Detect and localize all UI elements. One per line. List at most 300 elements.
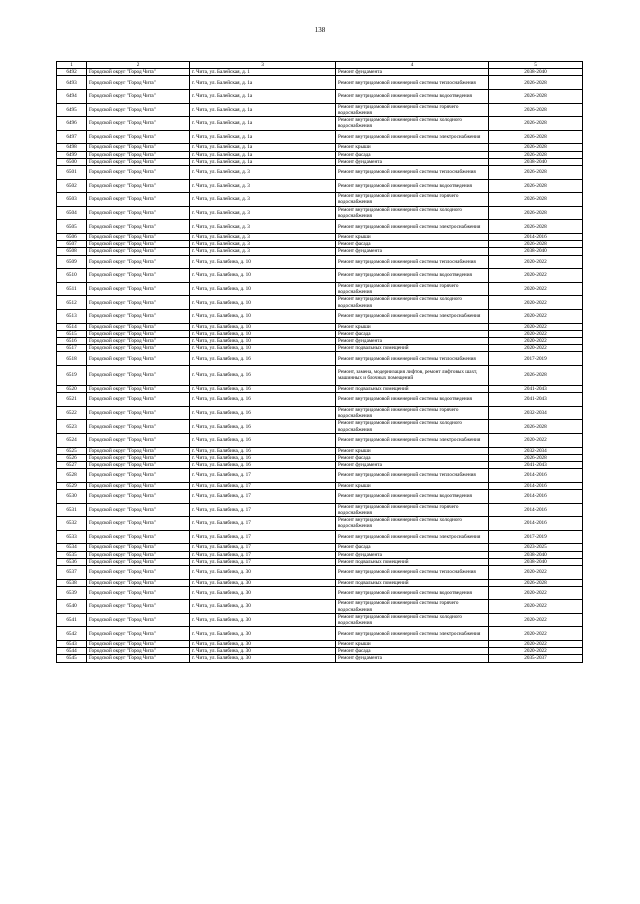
table-row <box>57 323 583 330</box>
row-number-cell: 6495 <box>57 103 87 117</box>
work-type-cell: Ремонт внутридомовой инженерной системы теплоснабжения <box>336 255 489 269</box>
address-cell: г. Чита, ул. Балейская, д. 3 <box>190 220 336 234</box>
address-cell: г. Чита, ул. Балейская, д. 3 <box>190 241 336 248</box>
work-type-cell: Ремонт фасада <box>336 454 489 461</box>
address-cell: г. Чита, ул. Балейская, д. 1а <box>190 130 336 144</box>
row-number-cell: 6497 <box>57 130 87 144</box>
municipality-cell: Городской округ "Город Чита" <box>87 482 190 489</box>
address-cell: г. Чита, ул. Балябина, д. 30 <box>190 613 336 627</box>
municipality-cell: Городской округ "Город Чита" <box>87 309 190 323</box>
table-row <box>57 330 583 337</box>
municipality-cell: Городской округ "Город Чита" <box>87 69 190 76</box>
work-type-cell: Ремонт внутридомовой инженерной системы теплоснабжения <box>336 352 489 366</box>
repair-period-cell: 2020-2022 <box>489 309 583 323</box>
address-cell: г. Чита, ул. Балябина, д. 17 <box>190 551 336 558</box>
work-type-cell: Ремонт внутридомовой инженерной системы горячего водоснабжения <box>336 600 489 614</box>
municipality-cell: Городской округ "Город Чита" <box>87 600 190 614</box>
repair-period-cell: 2020-2022 <box>489 627 583 641</box>
work-type-cell: Ремонт крыши <box>336 447 489 454</box>
row-number-cell: 6517 <box>57 345 87 352</box>
repair-period-cell: 2026-2028 <box>489 365 583 385</box>
municipality-cell: Городской округ "Город Чита" <box>87 454 190 461</box>
municipality-cell: Городской округ "Город Чита" <box>87 269 190 283</box>
column-header: 3 <box>190 62 336 69</box>
row-number-cell: 6514 <box>57 323 87 330</box>
row-number-cell: 6516 <box>57 337 87 344</box>
work-type-cell: Ремонт внутридомовой инженерной системы электроснабжения <box>336 309 489 323</box>
work-type-cell: Ремонт фундамента <box>336 69 489 76</box>
work-type-cell: Ремонт фасада <box>336 648 489 655</box>
municipality-cell: Городской округ "Город Чита" <box>87 613 190 627</box>
municipality-cell: Городской округ "Город Чита" <box>87 655 190 662</box>
work-type-cell: Ремонт внутридомовой инженерной системы водоотведения <box>336 179 489 193</box>
repair-period-cell: 2020-2022 <box>489 565 583 579</box>
table-row <box>57 406 583 420</box>
municipality-cell: Городской округ "Город Чита" <box>87 461 190 468</box>
table-row <box>57 337 583 344</box>
repair-period-cell: 2026-2028 <box>489 220 583 234</box>
address-cell: г. Чита, ул. Балейская, д. 3 <box>190 193 336 207</box>
work-type-cell: Ремонт крыши <box>336 233 489 240</box>
address-cell: г. Чита, ул. Балейская, д. 1а <box>190 117 336 131</box>
repair-period-cell: 2026-2028 <box>489 76 583 90</box>
repair-period-cell: 2038-2040 <box>489 69 583 76</box>
table-row <box>57 558 583 565</box>
row-number-cell: 6508 <box>57 248 87 255</box>
repair-period-cell: 2020-2022 <box>489 282 583 296</box>
municipality-cell: Городской округ "Город Чита" <box>87 544 190 551</box>
row-number-cell: 6502 <box>57 179 87 193</box>
table-row <box>57 489 583 503</box>
work-type-cell: Ремонт внутридомовой инженерной системы электроснабжения <box>336 433 489 447</box>
address-cell: г. Чита, ул. Балябина, д. 17 <box>190 558 336 565</box>
repair-period-cell: 2014-2016 <box>489 517 583 531</box>
table-row <box>57 627 583 641</box>
municipality-cell: Городской округ "Город Чита" <box>87 565 190 579</box>
repair-period-cell: 2026-2028 <box>489 151 583 158</box>
repair-period-cell: 2020-2022 <box>489 337 583 344</box>
municipality-cell: Городской округ "Город Чита" <box>87 352 190 366</box>
row-number-cell: 6532 <box>57 517 87 531</box>
address-cell: г. Чита, ул. Балябина, д. 16 <box>190 447 336 454</box>
table-row <box>57 158 583 165</box>
municipality-cell: Городской округ "Город Чита" <box>87 420 190 434</box>
table-row <box>57 233 583 240</box>
municipality-cell: Городской округ "Город Чита" <box>87 641 190 648</box>
work-type-cell: Ремонт внутридомовой инженерной системы водоотведения <box>336 586 489 600</box>
work-type-cell: Ремонт внутридомовой инженерной системы холодного водоснабжения <box>336 117 489 131</box>
work-type-cell: Ремонт внутридомовой инженерной системы горячего водоснабжения <box>336 503 489 517</box>
municipality-cell: Городской округ "Город Чита" <box>87 579 190 586</box>
municipality-cell: Городской округ "Город Чита" <box>87 648 190 655</box>
repair-period-cell: 2026-2028 <box>489 103 583 117</box>
municipality-cell: Городской округ "Город Чита" <box>87 90 190 104</box>
repair-period-cell: 2026-2028 <box>489 420 583 434</box>
municipality-cell: Городской округ "Город Чита" <box>87 130 190 144</box>
table-row <box>57 433 583 447</box>
municipality-cell: Городской округ "Город Чита" <box>87 551 190 558</box>
column-header: 2 <box>87 62 190 69</box>
table-row <box>57 103 583 117</box>
address-cell: г. Чита, ул. Балябина, д. 30 <box>190 641 336 648</box>
address-cell: г. Чита, ул. Балейская, д. 1а <box>190 90 336 104</box>
repair-period-cell: 2041-2043 <box>489 393 583 407</box>
table-row <box>57 393 583 407</box>
address-cell: г. Чита, ул. Балейская, д. 3 <box>190 165 336 179</box>
municipality-cell: Городской округ "Город Чита" <box>87 447 190 454</box>
row-number-cell: 6504 <box>57 206 87 220</box>
table-row <box>57 130 583 144</box>
repair-period-cell: 2020-2022 <box>489 269 583 283</box>
work-type-cell: Ремонт фасада <box>336 330 489 337</box>
municipality-cell: Городской округ "Город Чита" <box>87 144 190 151</box>
table-row <box>57 76 583 90</box>
repair-period-cell: 2032-2034 <box>489 447 583 454</box>
repair-period-cell: 2041-2043 <box>489 385 583 392</box>
municipality-cell: Городской округ "Город Чита" <box>87 489 190 503</box>
repair-period-cell: 2020-2022 <box>489 345 583 352</box>
row-number-cell: 6494 <box>57 90 87 104</box>
address-cell: г. Чита, ул. Балейская, д. 3 <box>190 206 336 220</box>
work-type-cell: Ремонт внутридомовой инженерной системы водоотведения <box>336 489 489 503</box>
repair-period-cell: 2038-2040 <box>489 551 583 558</box>
address-cell: г. Чита, ул. Балябина, д. 10 <box>190 330 336 337</box>
municipality-cell: Городской округ "Город Чита" <box>87 117 190 131</box>
address-cell: г. Чита, ул. Балябина, д. 17 <box>190 482 336 489</box>
municipality-cell: Городской округ "Город Чита" <box>87 627 190 641</box>
address-cell: г. Чита, ул. Балябина, д. 17 <box>190 489 336 503</box>
municipality-cell: Городской округ "Город Чита" <box>87 330 190 337</box>
municipality-cell: Городской округ "Город Чита" <box>87 233 190 240</box>
table-row <box>57 482 583 489</box>
municipality-cell: Городской округ "Город Чита" <box>87 433 190 447</box>
work-type-cell: Ремонт фасада <box>336 544 489 551</box>
repair-period-cell: 2020-2022 <box>489 323 583 330</box>
table-row <box>57 365 583 385</box>
municipality-cell: Городской округ "Город Чита" <box>87 393 190 407</box>
row-number-cell: 6521 <box>57 393 87 407</box>
repair-period-cell: 2020-2022 <box>489 255 583 269</box>
work-type-cell: Ремонт фундамента <box>336 551 489 558</box>
row-number-cell: 6506 <box>57 233 87 240</box>
table-row <box>57 90 583 104</box>
row-number-cell: 6537 <box>57 565 87 579</box>
work-type-cell: Ремонт фундамента <box>336 655 489 662</box>
address-cell: г. Чита, ул. Балябина, д. 17 <box>190 469 336 483</box>
table-row <box>57 248 583 255</box>
table-row <box>57 613 583 627</box>
table-row <box>57 117 583 131</box>
row-number-cell: 6499 <box>57 151 87 158</box>
row-number-cell: 6531 <box>57 503 87 517</box>
table-row <box>57 69 583 76</box>
work-type-cell: Ремонт внутридомовой инженерной системы теплоснабжения <box>336 469 489 483</box>
row-number-cell: 6527 <box>57 461 87 468</box>
row-number-cell: 6518 <box>57 352 87 366</box>
address-cell: г. Чита, ул. Балейская, д. 3 <box>190 233 336 240</box>
row-number-cell: 6540 <box>57 600 87 614</box>
row-number-cell: 6507 <box>57 241 87 248</box>
work-type-cell: Ремонт внутридомовой инженерной системы теплоснабжения <box>336 76 489 90</box>
address-cell: г. Чита, ул. Балябина, д. 10 <box>190 323 336 330</box>
work-type-cell: Ремонт крыши <box>336 323 489 330</box>
work-type-cell: Ремонт фасада <box>336 151 489 158</box>
municipality-cell: Городской округ "Город Чита" <box>87 282 190 296</box>
row-number-cell: 6512 <box>57 296 87 310</box>
address-cell: г. Чита, ул. Балябина, д. 10 <box>190 269 336 283</box>
column-header: 1 <box>57 62 87 69</box>
repair-period-cell: 2026-2028 <box>489 130 583 144</box>
repair-period-cell: 2038-2040 <box>489 158 583 165</box>
address-cell: г. Чита, ул. Балябина, д. 30 <box>190 648 336 655</box>
row-number-cell: 6511 <box>57 282 87 296</box>
row-number-cell: 6513 <box>57 309 87 323</box>
table-row <box>57 600 583 614</box>
table-row <box>57 282 583 296</box>
address-cell: г. Чита, ул. Балейская, д. 1а <box>190 158 336 165</box>
municipality-cell: Городской округ "Город Чита" <box>87 206 190 220</box>
table-row <box>57 165 583 179</box>
work-type-cell: Ремонт крыши <box>336 482 489 489</box>
work-type-cell: Ремонт внутридомовой инженерной системы холодного водоснабжения <box>336 517 489 531</box>
address-cell: г. Чита, ул. Балябина, д. 16 <box>190 406 336 420</box>
municipality-cell: Городской округ "Город Чита" <box>87 158 190 165</box>
work-type-cell: Ремонт подвальных помещений <box>336 345 489 352</box>
repair-period-cell: 2026-2028 <box>489 241 583 248</box>
address-cell: г. Чита, ул. Балябина, д. 17 <box>190 503 336 517</box>
address-cell: г. Чита, ул. Балябина, д. 10 <box>190 337 336 344</box>
row-number-cell: 6498 <box>57 144 87 151</box>
municipality-cell: Городской округ "Город Чита" <box>87 365 190 385</box>
work-type-cell: Ремонт фундамента <box>336 337 489 344</box>
repair-period-cell: 2026-2028 <box>489 454 583 461</box>
repair-period-cell: 2017-2019 <box>489 352 583 366</box>
capital-repair-table <box>56 61 583 663</box>
address-cell: г. Чита, ул. Балейская, д. 1а <box>190 103 336 117</box>
address-cell: г. Чита, ул. Балейская, д. 1 <box>190 69 336 76</box>
column-header: 4 <box>336 62 489 69</box>
row-number-cell: 6519 <box>57 365 87 385</box>
repair-period-cell: 2020-2022 <box>489 613 583 627</box>
table-row <box>57 151 583 158</box>
work-type-cell: Ремонт подвальных помещений <box>336 579 489 586</box>
repair-period-cell: 2014-2016 <box>489 233 583 240</box>
municipality-cell: Городской округ "Город Чита" <box>87 337 190 344</box>
municipality-cell: Городской округ "Город Чита" <box>87 103 190 117</box>
repair-period-cell: 2032-2034 <box>489 406 583 420</box>
repair-period-cell: 2026-2028 <box>489 193 583 207</box>
row-number-cell: 6545 <box>57 655 87 662</box>
row-number-cell: 6493 <box>57 76 87 90</box>
municipality-cell: Городской округ "Город Чита" <box>87 296 190 310</box>
table-row <box>57 296 583 310</box>
work-type-cell: Ремонт крыши <box>336 641 489 648</box>
row-number-cell: 6523 <box>57 420 87 434</box>
address-cell: г. Чита, ул. Балябина, д. 16 <box>190 385 336 392</box>
row-number-cell: 6496 <box>57 117 87 131</box>
row-number-cell: 6541 <box>57 613 87 627</box>
work-type-cell: Ремонт внутридомовой инженерной системы горячего водоснабжения <box>336 282 489 296</box>
row-number-cell: 6509 <box>57 255 87 269</box>
address-cell: г. Чита, ул. Балябина, д. 16 <box>190 393 336 407</box>
table-row <box>57 461 583 468</box>
row-number-cell: 6510 <box>57 269 87 283</box>
municipality-cell: Городской округ "Город Чита" <box>87 323 190 330</box>
table-row <box>57 385 583 392</box>
repair-period-cell: 2026-2028 <box>489 179 583 193</box>
work-type-cell: Ремонт внутридомовой инженерной системы холодного водоснабжения <box>336 420 489 434</box>
municipality-cell: Городской округ "Город Чита" <box>87 151 190 158</box>
address-cell: г. Чита, ул. Балябина, д. 10 <box>190 255 336 269</box>
municipality-cell: Городской округ "Город Чита" <box>87 248 190 255</box>
repair-period-cell: 2014-2016 <box>489 489 583 503</box>
repair-period-cell: 2026-2028 <box>489 90 583 104</box>
address-cell: г. Чита, ул. Балябина, д. 30 <box>190 565 336 579</box>
municipality-cell: Городской округ "Город Чита" <box>87 558 190 565</box>
repair-period-cell: 2020-2022 <box>489 433 583 447</box>
table-row <box>57 352 583 366</box>
row-number-cell: 6533 <box>57 530 87 544</box>
municipality-cell: Городской округ "Город Чита" <box>87 406 190 420</box>
repair-period-cell: 2035-2037 <box>489 655 583 662</box>
row-number-cell: 6544 <box>57 648 87 655</box>
repair-period-cell: 2038-2040 <box>489 558 583 565</box>
municipality-cell: Городской округ "Город Чита" <box>87 255 190 269</box>
table-row <box>57 220 583 234</box>
repair-period-cell: 2014-2016 <box>489 503 583 517</box>
municipality-cell: Городской округ "Город Чита" <box>87 76 190 90</box>
table-row <box>57 530 583 544</box>
table-row <box>57 469 583 483</box>
address-cell: г. Чита, ул. Балейская, д. 3 <box>190 179 336 193</box>
table-row <box>57 447 583 454</box>
work-type-cell: Ремонт внутридомовой инженерной системы теплоснабжения <box>336 565 489 579</box>
row-number-cell: 6536 <box>57 558 87 565</box>
repair-period-cell: 2020-2022 <box>489 330 583 337</box>
row-number-cell: 6529 <box>57 482 87 489</box>
table-header-row <box>57 62 583 69</box>
work-type-cell: Ремонт внутридомовой инженерной системы электроснабжения <box>336 220 489 234</box>
row-number-cell: 6522 <box>57 406 87 420</box>
repair-period-cell: 2023-2025 <box>489 544 583 551</box>
address-cell: г. Чита, ул. Балейская, д. 1а <box>190 144 336 151</box>
table-row <box>57 579 583 586</box>
repair-period-cell: 2026-2028 <box>489 117 583 131</box>
work-type-cell: Ремонт внутридомовой инженерной системы водоотведения <box>336 269 489 283</box>
repair-period-cell: 2041-2043 <box>489 461 583 468</box>
repair-period-cell: 2014-2016 <box>489 469 583 483</box>
row-number-cell: 6505 <box>57 220 87 234</box>
row-number-cell: 6543 <box>57 641 87 648</box>
work-type-cell: Ремонт подвальных помещений <box>336 385 489 392</box>
repair-period-cell: 2020-2022 <box>489 296 583 310</box>
municipality-cell: Городской округ "Город Чита" <box>87 530 190 544</box>
address-cell: г. Чита, ул. Балябина, д. 10 <box>190 309 336 323</box>
repair-period-cell: 2020-2022 <box>489 586 583 600</box>
address-cell: г. Чита, ул. Балябина, д. 30 <box>190 579 336 586</box>
municipality-cell: Городской округ "Город Чита" <box>87 503 190 517</box>
table-body <box>57 62 583 663</box>
table-row <box>57 551 583 558</box>
address-cell: г. Чита, ул. Балябина, д. 10 <box>190 296 336 310</box>
repair-period-cell: 2026-2028 <box>489 579 583 586</box>
table-row <box>57 641 583 648</box>
table-row <box>57 193 583 207</box>
work-type-cell: Ремонт внутридомовой инженерной системы горячего водоснабжения <box>336 103 489 117</box>
address-cell: г. Чита, ул. Балябина, д. 16 <box>190 454 336 461</box>
table-row <box>57 544 583 551</box>
address-cell: г. Чита, ул. Балябина, д. 30 <box>190 600 336 614</box>
address-cell: г. Чита, ул. Балейская, д. 1а <box>190 76 336 90</box>
row-number-cell: 6538 <box>57 579 87 586</box>
address-cell: г. Чита, ул. Балябина, д. 16 <box>190 461 336 468</box>
work-type-cell: Ремонт внутридомовой инженерной системы холодного водоснабжения <box>336 613 489 627</box>
row-number-cell: 6539 <box>57 586 87 600</box>
municipality-cell: Городской округ "Город Чита" <box>87 220 190 234</box>
row-number-cell: 6524 <box>57 433 87 447</box>
row-number-cell: 6542 <box>57 627 87 641</box>
repair-period-cell: 2038-2040 <box>489 248 583 255</box>
address-cell: г. Чита, ул. Балябина, д. 10 <box>190 345 336 352</box>
work-type-cell: Ремонт внутридомовой инженерной системы электроснабжения <box>336 530 489 544</box>
table-row <box>57 345 583 352</box>
municipality-cell: Городской округ "Город Чита" <box>87 345 190 352</box>
repair-period-cell: 2017-2019 <box>489 530 583 544</box>
row-number-cell: 6500 <box>57 158 87 165</box>
municipality-cell: Городской округ "Город Чита" <box>87 193 190 207</box>
work-type-cell: Ремонт внутридомовой инженерной системы горячего водоснабжения <box>336 406 489 420</box>
work-type-cell: Ремонт фундамента <box>336 461 489 468</box>
address-cell: г. Чита, ул. Балейская, д. 3 <box>190 248 336 255</box>
address-cell: г. Чита, ул. Балябина, д. 30 <box>190 586 336 600</box>
work-type-cell: Ремонт внутридомовой инженерной системы холодного водоснабжения <box>336 296 489 310</box>
row-number-cell: 6520 <box>57 385 87 392</box>
address-cell: г. Чита, ул. Балябина, д. 30 <box>190 655 336 662</box>
row-number-cell: 6503 <box>57 193 87 207</box>
row-number-cell: 6492 <box>57 69 87 76</box>
table-row <box>57 179 583 193</box>
municipality-cell: Городской округ "Город Чита" <box>87 165 190 179</box>
table-row <box>57 565 583 579</box>
municipality-cell: Городской округ "Город Чита" <box>87 179 190 193</box>
work-type-cell: Ремонт фундамента <box>336 158 489 165</box>
repair-period-cell: 2014-2016 <box>489 482 583 489</box>
address-cell: г. Чита, ул. Балябина, д. 17 <box>190 517 336 531</box>
address-cell: г. Чита, ул. Балябина, д. 16 <box>190 433 336 447</box>
row-number-cell: 6535 <box>57 551 87 558</box>
address-cell: г. Чита, ул. Балябина, д. 30 <box>190 627 336 641</box>
table-row <box>57 255 583 269</box>
address-cell: г. Чита, ул. Балябина, д. 10 <box>190 282 336 296</box>
table-row <box>57 454 583 461</box>
municipality-cell: Городской округ "Город Чита" <box>87 517 190 531</box>
address-cell: г. Чита, ул. Балябина, д. 16 <box>190 420 336 434</box>
table-row <box>57 517 583 531</box>
repair-period-cell: 2020-2022 <box>489 600 583 614</box>
work-type-cell: Ремонт подвальных помещений <box>336 558 489 565</box>
address-cell: г. Чита, ул. Балябина, д. 16 <box>190 365 336 385</box>
address-cell: г. Чита, ул. Балябина, д. 17 <box>190 544 336 551</box>
work-type-cell: Ремонт крыши <box>336 144 489 151</box>
municipality-cell: Городской округ "Город Чита" <box>87 469 190 483</box>
row-number-cell: 6525 <box>57 447 87 454</box>
municipality-cell: Городской округ "Город Чита" <box>87 385 190 392</box>
work-type-cell: Ремонт внутридомовой инженерной системы горячего водоснабжения <box>336 193 489 207</box>
table-row <box>57 269 583 283</box>
work-type-cell: Ремонт внутридомовой инженерной системы электроснабжения <box>336 627 489 641</box>
row-number-cell: 6501 <box>57 165 87 179</box>
table-row <box>57 206 583 220</box>
